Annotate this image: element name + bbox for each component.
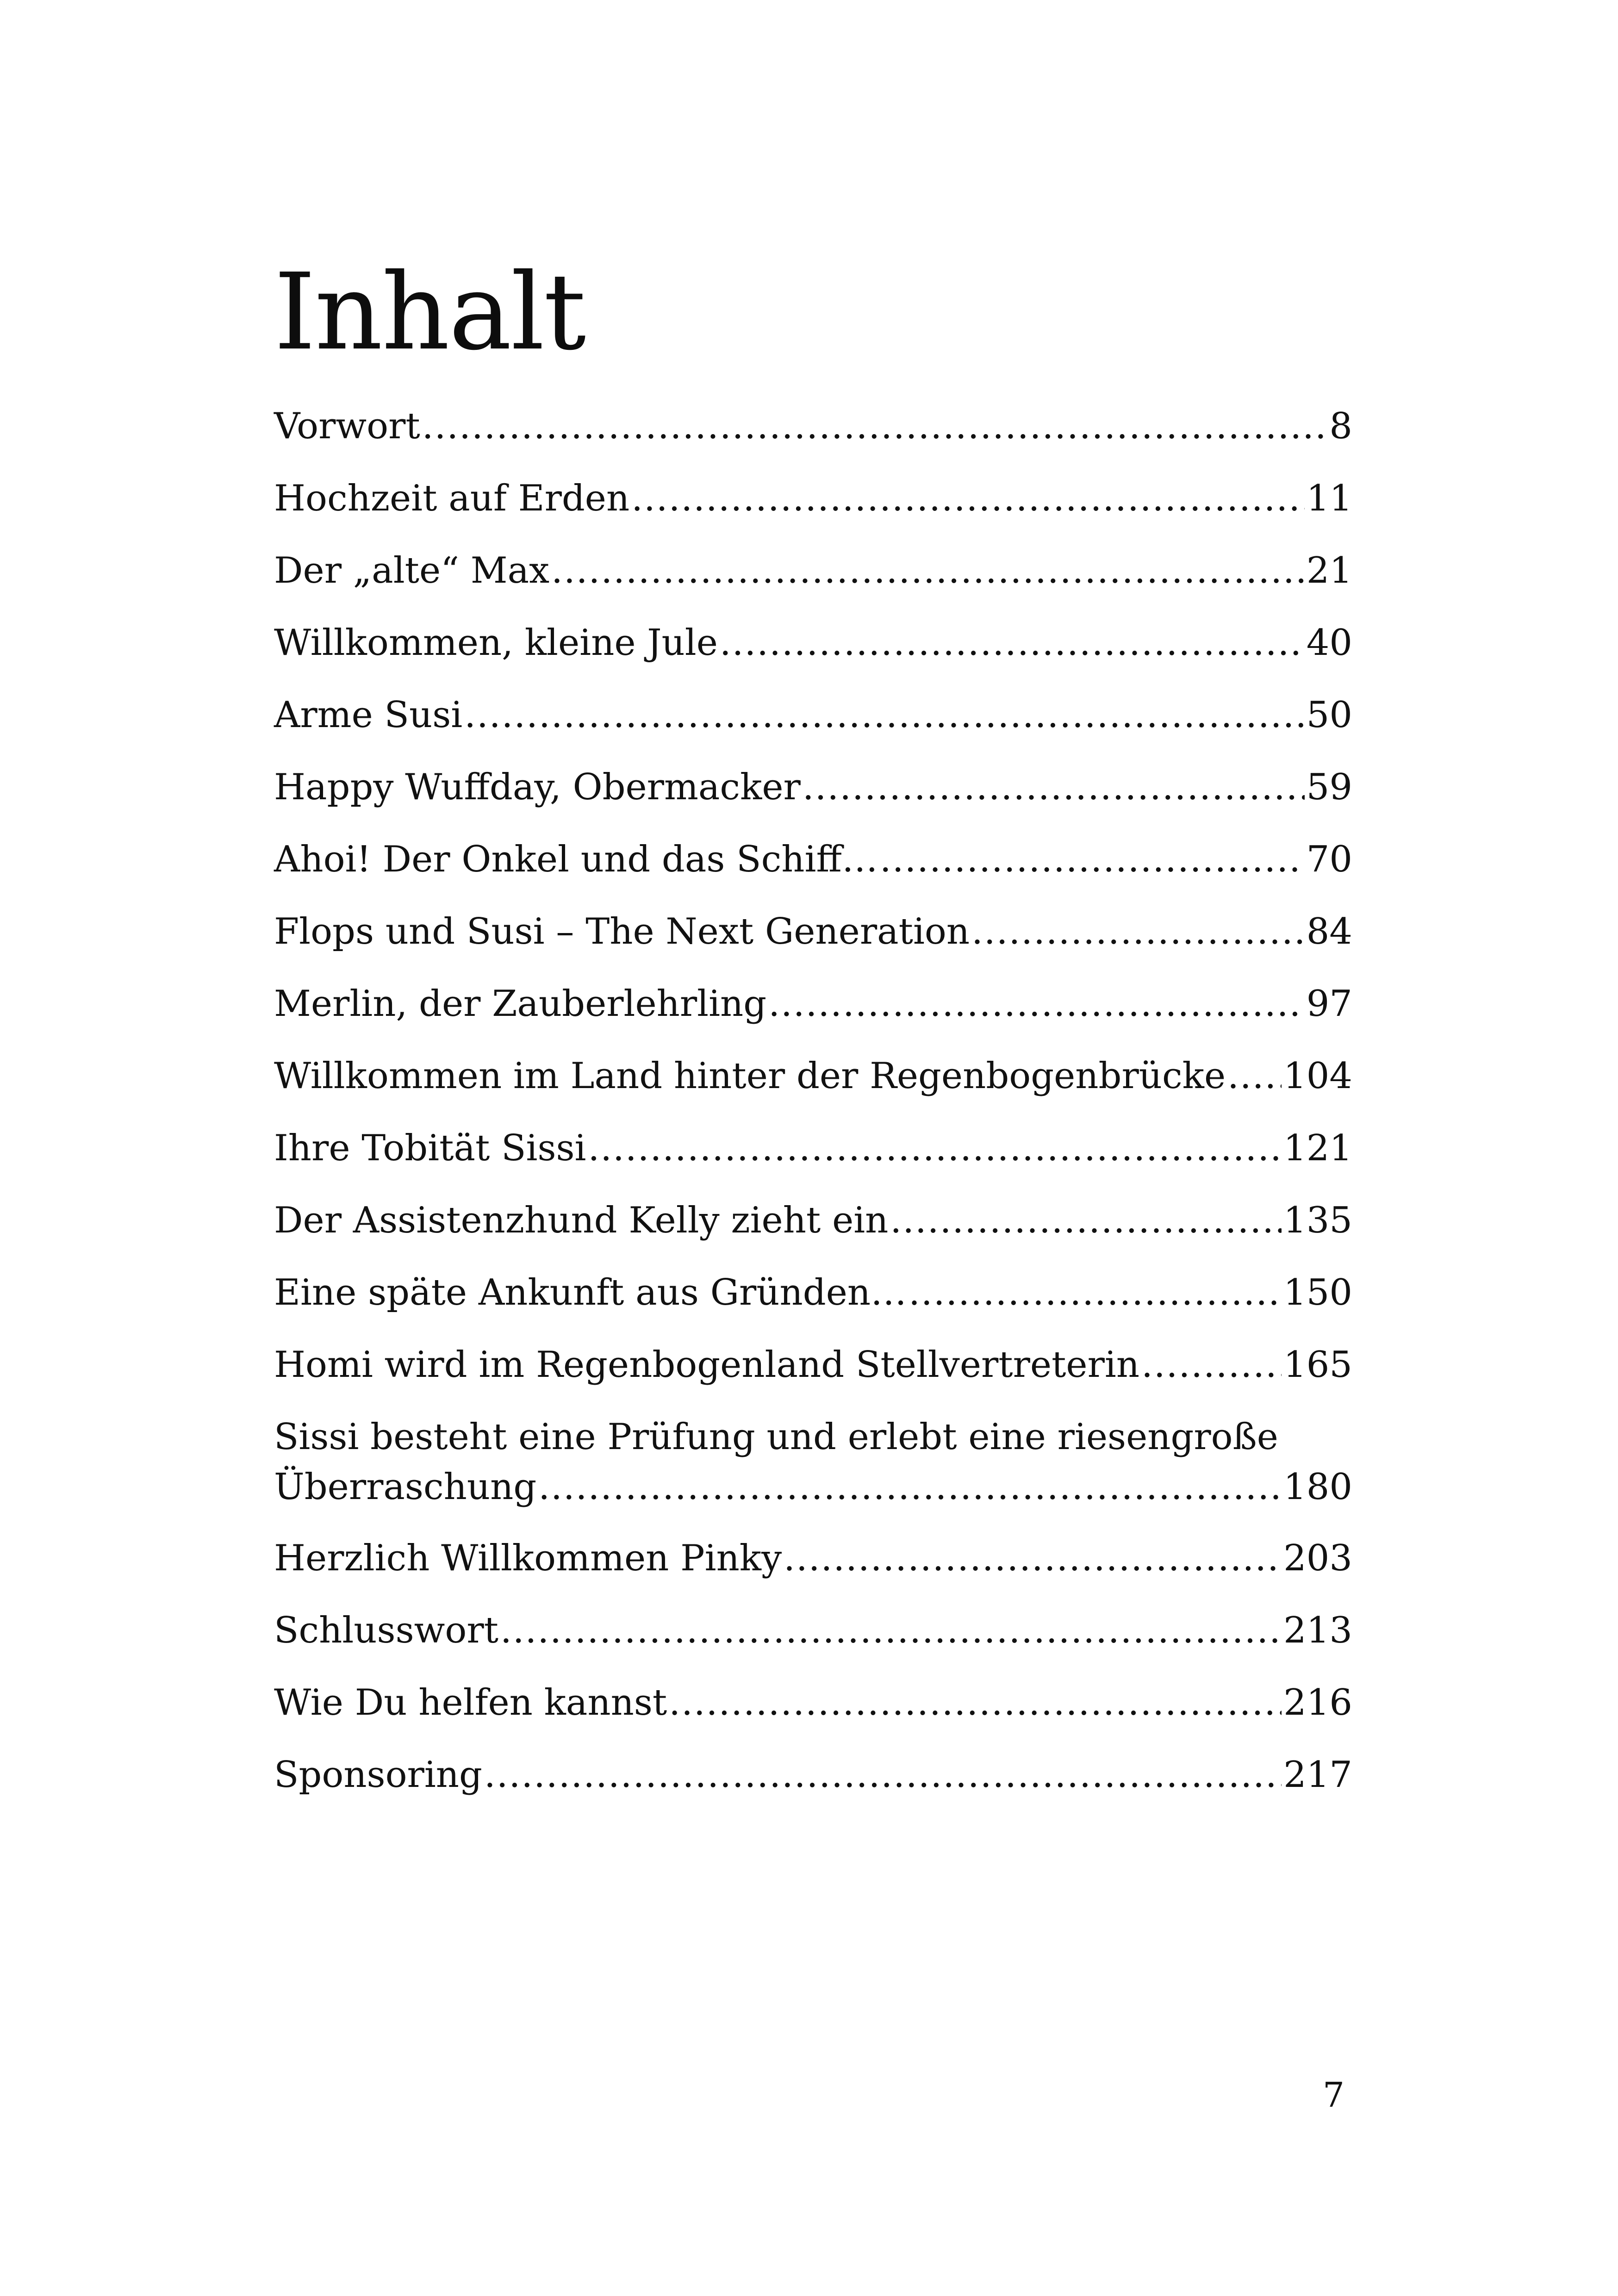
toc-entry-merlin[interactable] xyxy=(274,983,1352,1058)
toc-entry-page: 70 xyxy=(1306,839,1352,880)
dot-leader xyxy=(1227,1058,1282,1094)
toc-entry-regenbogenbruecke[interactable] xyxy=(274,1055,1352,1130)
toc-entry-page: 84 xyxy=(1306,911,1352,952)
dot-leader xyxy=(538,1469,1282,1505)
toc-entry-label: Hochzeit auf Erden xyxy=(274,478,630,519)
dot-leader xyxy=(464,697,1305,733)
toc-entry-label: Flops und Susi – The Next Generation xyxy=(274,911,970,952)
toc-entry-label: Sponsoring xyxy=(274,1754,482,1796)
toc-entry-hochzeit[interactable] xyxy=(274,480,1352,553)
toc-entry-label: Wie Du helfen kannst xyxy=(274,1682,667,1724)
toc-entry-label-line2: Überraschung xyxy=(274,1466,537,1508)
table-of-contents xyxy=(274,405,1352,1829)
toc-entry-page: 8 xyxy=(1329,405,1352,447)
toc-entry-ankunft[interactable] xyxy=(274,1272,1352,1347)
dot-leader xyxy=(909,1275,1282,1311)
toc-entry-label: Ahoi! Der Onkel und das Schiff… xyxy=(274,839,878,880)
toc-entry-label: Willkommen im Land hinter der Regenbogenbrücke xyxy=(274,1055,1226,1097)
toc-entry-page: 165 xyxy=(1283,1344,1352,1386)
toc-entry-page: 203 xyxy=(1283,1537,1352,1579)
toc-entry-susi[interactable] xyxy=(274,694,1352,769)
dot-leader xyxy=(720,625,1305,661)
toc-entry-page: 11 xyxy=(1306,478,1352,519)
toc-entry-vorwort[interactable] xyxy=(274,405,1352,480)
toc-entry-label: Happy Wuffday, Obermacker xyxy=(274,766,801,808)
dot-leader xyxy=(803,769,1305,805)
toc-entry-label: Der Assistenzhund Kelly zieht ein xyxy=(274,1200,889,1241)
toc-entry-page: 180 xyxy=(1283,1466,1352,1508)
toc-entry-ahoi[interactable] xyxy=(274,841,1352,914)
dot-leader xyxy=(971,914,1305,950)
toc-entry-page: 135 xyxy=(1283,1200,1352,1241)
toc-entry-label: Ihre Tobität Sissi xyxy=(274,1127,586,1169)
dot-leader xyxy=(669,1685,1282,1721)
dot-leader xyxy=(500,1612,1282,1649)
page-number: 7 xyxy=(1323,2075,1345,2115)
toc-entry-page: 97 xyxy=(1306,983,1352,1025)
page-title: Inhalt xyxy=(274,250,585,373)
toc-entry-label: Arme Susi xyxy=(274,694,463,736)
toc-entry-page: 50 xyxy=(1306,694,1352,736)
dot-leader xyxy=(768,986,1305,1022)
toc-entry-wuffday[interactable] xyxy=(274,766,1352,841)
toc-entry-sponsoring[interactable] xyxy=(274,1754,1352,1829)
toc-entry-page: 216 xyxy=(1283,1682,1352,1724)
toc-entry-label: Schlusswort xyxy=(274,1610,498,1651)
toc-entry-page: 217 xyxy=(1283,1754,1352,1796)
toc-entry-label: Homi wird im Regenbogenland Stellvertreterin xyxy=(274,1344,1140,1386)
toc-entry-label: Willkommen, kleine Jule xyxy=(274,622,718,664)
toc-entry-schlusswort[interactable] xyxy=(274,1612,1352,1685)
dot-leader xyxy=(551,553,1305,589)
toc-entry-pinky[interactable] xyxy=(274,1537,1352,1612)
toc-entry-flops[interactable] xyxy=(274,911,1352,986)
toc-entry-label-line1: Sissi besteht eine Prüfung und erlebt eine riesengroße xyxy=(274,1416,1278,1458)
dot-leader xyxy=(484,1757,1282,1793)
dot-leader xyxy=(631,480,1305,516)
toc-entry-page: 40 xyxy=(1306,622,1352,664)
toc-entry-sissi[interactable] xyxy=(274,1127,1352,1202)
toc-entry-page: 213 xyxy=(1283,1610,1352,1651)
dot-leader xyxy=(1141,1347,1282,1383)
dot-leader xyxy=(880,841,1305,877)
toc-entry-pruefung[interactable] xyxy=(274,1416,1352,1540)
toc-entry-page: 121 xyxy=(1283,1127,1352,1169)
dot-leader xyxy=(784,1540,1282,1576)
toc-entry-page: 150 xyxy=(1283,1272,1352,1313)
toc-entry-label: Der „alte“ Max xyxy=(274,550,550,591)
toc-entry-max[interactable] xyxy=(274,550,1352,625)
dot-leader xyxy=(588,1130,1282,1166)
toc-entry-homi[interactable] xyxy=(274,1344,1352,1419)
toc-entry-label: Herzlich Willkommen Pinky xyxy=(274,1537,782,1579)
toc-entry-page: 21 xyxy=(1306,550,1352,591)
toc-entry-label: Eine späte Ankunft aus Gründen… xyxy=(274,1272,907,1313)
toc-entry-jule[interactable] xyxy=(274,622,1352,697)
toc-entry-label: Merlin, der Zauberlehrling xyxy=(274,983,767,1025)
toc-entry-label: Vorwort xyxy=(274,405,420,447)
toc-entry-kelly[interactable] xyxy=(274,1202,1352,1275)
toc-entry-page: 59 xyxy=(1306,766,1352,808)
dot-leader xyxy=(890,1202,1282,1238)
toc-entry-helfen[interactable] xyxy=(274,1682,1352,1757)
toc-entry-page: 104 xyxy=(1283,1055,1352,1097)
dot-leader xyxy=(422,408,1328,444)
